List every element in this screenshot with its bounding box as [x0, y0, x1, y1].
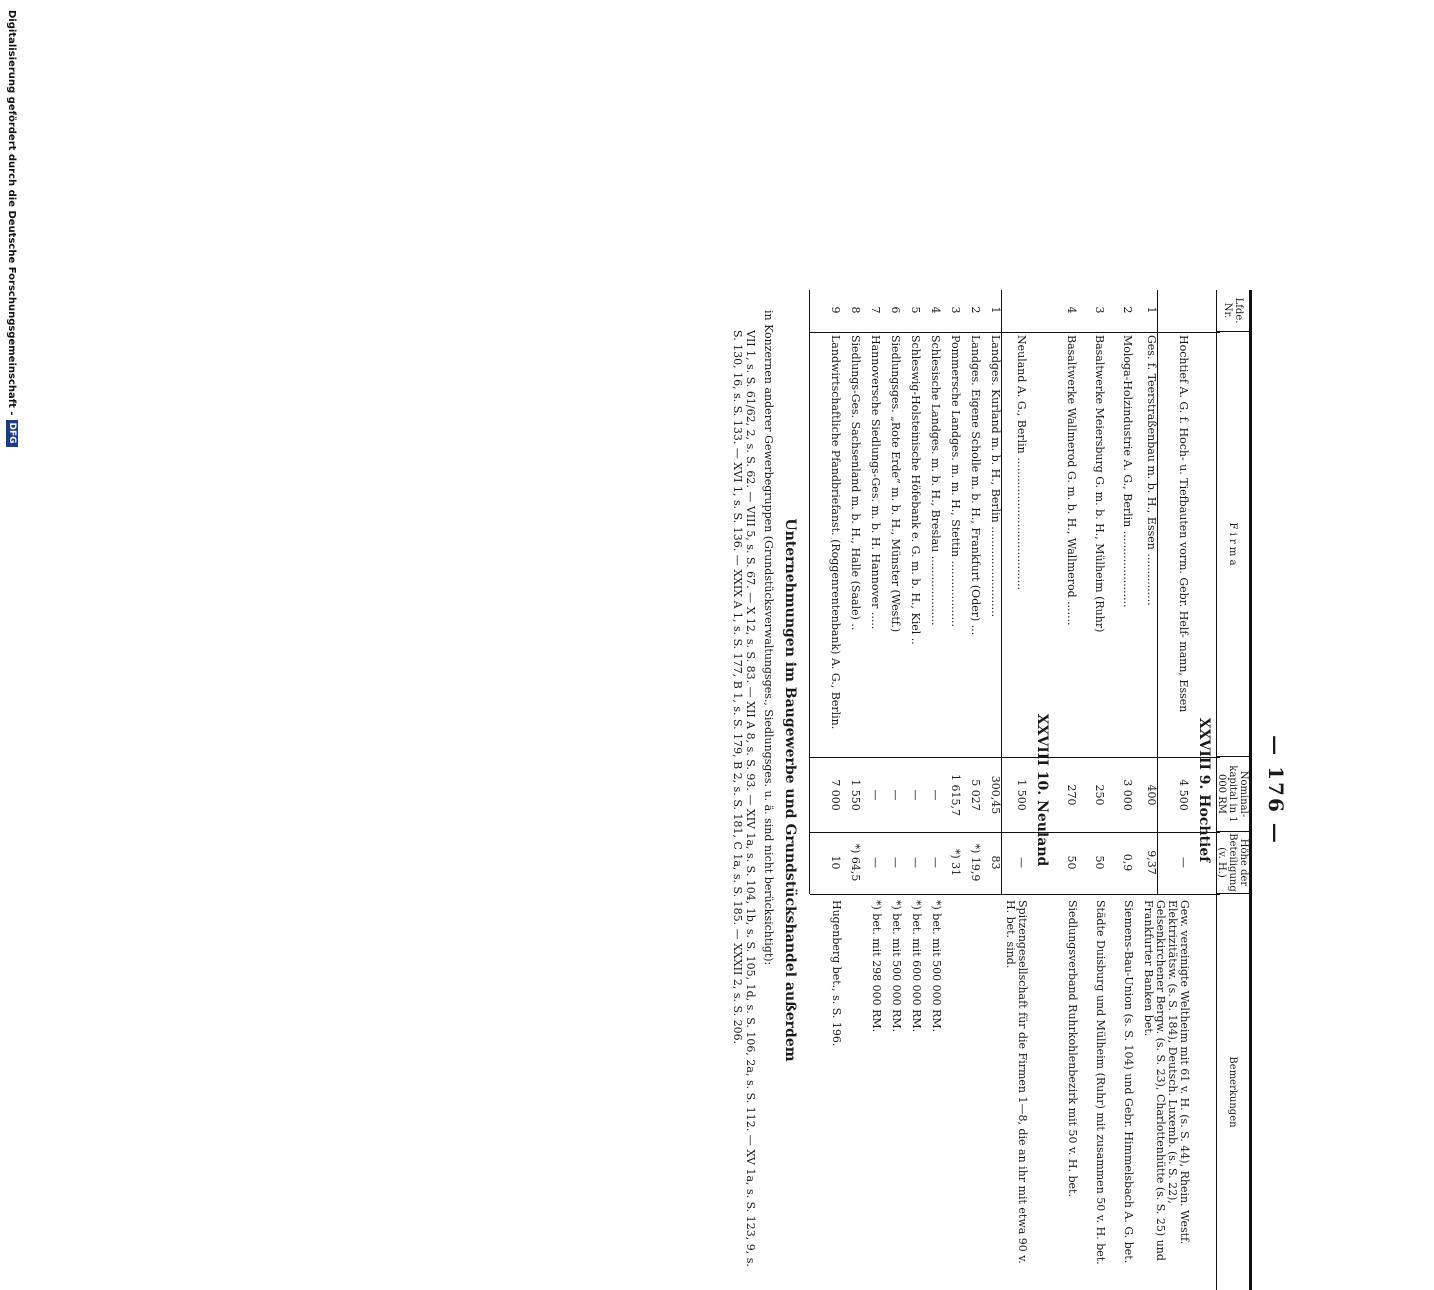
row-firma: Schleswig-Holsteinische Höfebank e. G. m. b. H., Kiel ..: [909, 335, 922, 645]
table-row: [1078, 290, 1106, 1290]
row-nominal-capital: 3 000: [1121, 779, 1134, 811]
section-title-neuland: XXVIII 10. Neuland: [1034, 713, 1050, 867]
row-number: 1: [989, 306, 1002, 314]
row-remarks: Hugenberg bet., s. S. 196.: [830, 900, 843, 1047]
row-participation: 0,9: [1121, 853, 1134, 872]
table-row: [1106, 290, 1134, 1290]
row-participation: 10: [829, 855, 842, 870]
row-nominal-capital: —: [869, 789, 882, 801]
row-number: 8: [849, 306, 862, 314]
table-row: [862, 290, 882, 1290]
row-participation: —: [909, 857, 922, 868]
header-hoehe: Höhe der Beteiligung (v. H.): [1217, 832, 1249, 894]
row-nominal-capital: —: [889, 789, 902, 801]
row-nominal-capital: 300,45: [989, 775, 1002, 815]
row-remarks: Städte Duisburg und Mülheim (Ruhr) mit zusammen 50 v. H. bet.: [1094, 900, 1107, 1265]
table-row: [1134, 290, 1158, 1290]
row-number: 3: [949, 306, 962, 314]
row-remarks: Spitzengesellschaft für die Firmen 1—8, die an ihr mit etwa 90 v. H. bet. sind.: [1004, 900, 1029, 1264]
table-row: [962, 290, 982, 1290]
row-remarks: Siedlungsverband Ruhrkohlenbezirk mit 50 v. H. bet.: [1066, 900, 1079, 1197]
table-row: [814, 290, 842, 1290]
row-number: 5: [909, 306, 922, 314]
table-row: [842, 290, 862, 1290]
row-firma: Basaltwerke Wallmerod G. m. b. H., Wallmerod .......: [1065, 335, 1078, 626]
row-participation: *) 31: [949, 848, 962, 877]
document-page: [110, 290, 1290, 1290]
row-firma: Mologa-Holzindustrie A. G., Berlin ......................: [1121, 335, 1134, 608]
table-header: [1216, 290, 1252, 1290]
row-number: 2: [1121, 306, 1134, 314]
row-participation: 50: [1093, 855, 1106, 870]
row-nominal-capital: 270: [1065, 784, 1078, 806]
row-nominal-capital: 1 500: [1015, 779, 1028, 811]
row-number: 6: [889, 306, 902, 314]
digitization-notice: [2, 10, 22, 990]
row-participation: —: [869, 857, 882, 868]
row-firma: Hannoversche Siedlungs-Ges. m. b. H. Hannover .....: [869, 335, 882, 630]
row-number: 1: [1145, 306, 1158, 314]
table-row: [902, 290, 922, 1290]
row-nominal-capital: —: [929, 789, 942, 801]
row-participation: —: [889, 857, 902, 868]
row-number: 4: [1065, 306, 1078, 314]
footer-references: VII 1, s. S. 61/62, 2, s. S. 62. — VIII 5, s. S. 67. — X 12, s. S. 83. — XII A 8, s. S. 93. — XIV 1a, s. S. 104, 1b, s. S. 105, 1d, s. S. 106, 2a, s. S. 112. — XV 1a, s. S. 123, 9, s. S. 130, 16, s. S. 133. — XVI 1, s. S. 136. — XXIX A 1, s. S. 177, B 1, s. S. 179, B 2, s. S. 181, C 1a, s. S. 185. — XXXII 2, s. S. 206.: [731, 330, 757, 1267]
dfg-logo: DFG: [6, 420, 18, 447]
row-number: 4: [929, 306, 942, 314]
row-remarks: *) bet. mit 500 000 RM.: [890, 900, 903, 1033]
table-row: [882, 290, 902, 1290]
row-participation: —: [1177, 857, 1190, 868]
table-row: [982, 290, 1002, 1290]
row-remarks: Gew. vereinigte Weltheim mit 61 v. H. (s. S. 44), Rhein. Westf. Elektrizitätsw. (s. S. 184), Deutsch. Luxemb. (s. S. 22), Gelsenkirchener Bergw. (s. S. 23), Charlottenhütte (s. S. 25) und Frankfurter Banken bet.: [1142, 900, 1191, 1261]
row-nominal-capital: 4 500: [1177, 779, 1190, 811]
row-remarks: *) bet. mit 298 000 RM.: [870, 900, 883, 1033]
row-firma: Ges. f. Teerstraßenbau m. b. H., Essen ...............: [1145, 335, 1158, 606]
row-firma: Siedlungs-Ges. Sachsenland m. b. H., Halle (Saale) ..: [849, 335, 862, 631]
header-bemerkungen: Bemerkungen: [1227, 1056, 1239, 1128]
section-title-hochtief: XXVIII 9. Hochtief: [1196, 717, 1212, 863]
table-row: [922, 290, 942, 1290]
row-firma: Pommersche Landges. m. m. H., Stettin ...................: [949, 335, 962, 628]
row-participation: 83: [989, 855, 1002, 870]
row-firma: Siedlungsges. „Rote Erde“ m. b. H., Münster (Westf.): [889, 335, 902, 633]
row-nominal-capital: 1 550: [849, 779, 862, 811]
row-nominal-capital: 1 615,7: [949, 774, 962, 816]
row-firma: Landges. Eigene Scholle m. b. H., Frankfurt (Oder) ...: [969, 335, 982, 636]
row-participation: —: [1015, 857, 1028, 868]
section2-rule: [1001, 290, 1002, 894]
row-number: 7: [869, 306, 882, 314]
row-nominal-capital: 7 000: [829, 779, 842, 811]
table-row: [1054, 290, 1078, 1290]
row-number: 9: [829, 306, 842, 314]
header-lfd-nr: Lfde. Nr.: [1217, 290, 1249, 332]
table-bottom-rule: [809, 290, 810, 894]
row-participation: *) 64,5: [849, 843, 862, 882]
row-remarks: Siemens-Bau-Union (s. S. 104) und Gebr. Himmelsbach A. G. bet.: [1122, 900, 1135, 1264]
page-number: — 176 —: [1264, 735, 1288, 845]
row-participation: *) 19,9: [969, 843, 982, 882]
row-number: 2: [969, 306, 982, 314]
row-remarks: *) bet. mit 600 000 RM.: [910, 900, 923, 1033]
footer-intro: in Konzernen anderer Gewerbegruppen (Grundstücksverwaltungsges., Siedlungsges. u. ä. sind nicht berücksichtigt):: [762, 310, 775, 966]
row-participation: 9,37: [1145, 850, 1158, 875]
digitization-text: Digitalisierung gefördert durch die Deutsche Forschungsgemeinschaft -: [6, 10, 18, 416]
row-firma: Hochtief A. G. f. Hoch- u. Tiefbauten vorm. Gebr. Helf- mann, Essen: [1177, 335, 1190, 713]
table-row: [1002, 290, 1028, 1290]
row-firma: Schlesische Landges. m. b. H., Breslau ....................: [929, 335, 942, 626]
row-nominal-capital: 250: [1093, 784, 1106, 806]
footer-title: Unternehmungen im Baugewerbe und Grundstückshandel außerdem: [782, 518, 798, 1062]
row-participation: 50: [1065, 855, 1078, 870]
row-firma: Neuland A. G., Berlin ......................................: [1015, 335, 1028, 591]
row-remarks: *) bet. mit 500 000 RM.: [930, 900, 943, 1033]
row-nominal-capital: 400: [1145, 784, 1158, 806]
row-nominal-capital: 5 027: [969, 779, 982, 811]
row-number: 3: [1093, 306, 1106, 314]
section1-rule: [1157, 290, 1158, 894]
table-row: [942, 290, 962, 1290]
row-firma: Basaltwerke Meiersburg G. m. b. H., Mülheim (Ruhr): [1093, 335, 1106, 633]
row-nominal-capital: —: [909, 789, 922, 801]
header-firma: F i r m a: [1217, 332, 1249, 757]
row-participation: —: [929, 857, 942, 868]
row-firma: Landwirtschaftliche Pfandbriefanst. (Roggenrentenbank) A. G., Berlin.: [829, 335, 842, 730]
row-firma: Landges. Kurland m. b. H., Berlin ..........................: [989, 335, 1002, 618]
header-nominal: Nominal- kapital in 1 000 RM: [1217, 757, 1249, 832]
